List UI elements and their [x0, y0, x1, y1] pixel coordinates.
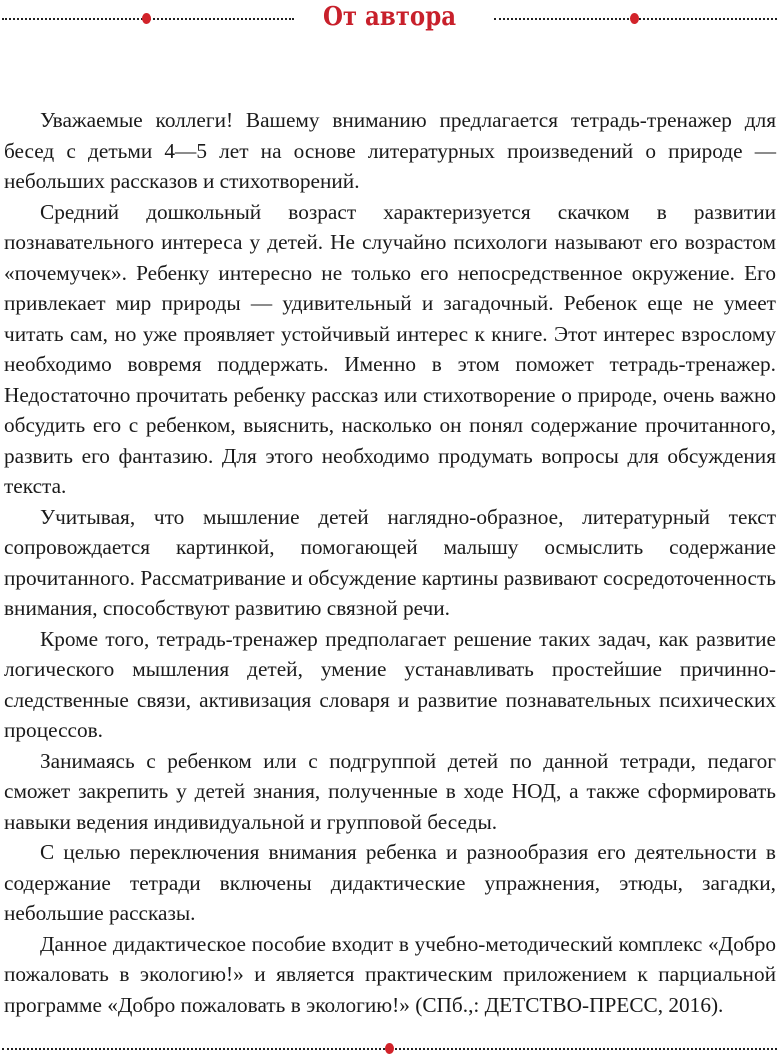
- author-foreword-text: [4, 105, 776, 1020]
- page-header: [0, 0, 779, 40]
- page-footer: [0, 1040, 779, 1056]
- paragraph: Данное дидактическое пособие входит в учебно-методический комплекс «Добро пожаловать в экологию!» и является практическим приложением к парциальной программе «Добро пожаловать в экологию!» (СПб.,: ДЕТСТВО-ПРЕСС, 2016).: [4, 931, 776, 1017]
- paragraph: Уважаемые коллеги! Вашему вниманию предлагается тетрадь-тренажер для бесед с детьми 4—5 лет на основе литературных произведений о природе — небольших рассказов и стихотворений.: [4, 108, 776, 193]
- paragraph: С целью переключения внимания ребенка и разнообразия его деятельности в содержание тетради включены дидактические упражнения, этюды, загадки, небольшие рассказы.: [4, 840, 776, 925]
- header-ornament-dot-right: [630, 13, 639, 24]
- paragraph: Учитывая, что мышление детей наглядно-образное, литературный текст сопровождается картинкой, помогающей малышу осмыслить содержание прочитанного. Рассматривание и обсуждение картины развивают сосредоточенность внимания, способствуют развитию связной речи.: [4, 504, 776, 620]
- footer-ornament-dot: [385, 1043, 394, 1054]
- page-title: От автора: [322, 2, 457, 32]
- paragraph: Занимаясь с ребенком или с подгруппой детей по данной тетради, педагог сможет закрепить у детей знания, полученные в ходе НОД, а также сформировать навыки ведения индивидуальной и групповой беседы.: [4, 748, 776, 834]
- paragraph: Средний дошкольный возраст характеризуется скачком в развитии познавательного интереса у детей. Не случайно психологи называют его возрастом «почемучек». Ребенку интересно не только его непосредственное окружение. Его привлекает мир природы — удивительный и загадочный. Ребенок еще не умеет читать сам, но уже проявляет устойчивый интерес к книге. Этот интерес взрослому необходимо вовремя поддержать. Именно в этом поможет тетрадь-тренажер. Недостаточно прочитать ребенку рассказ или стихотворение о природе, очень важно обсудить его с ребенком, выяснить, насколько он понял содержание прочитанного, развить его фантазию. Для этого необходимо продумать вопросы для обсуждения текста.: [4, 199, 776, 498]
- paragraph: Кроме того, тетрадь-тренажер предполагает решение таких задач, как развитие логического мышления детей, умение устанавливать простейшие причинно-следственные связи, активизация словаря и развитие познавательных психических процессов.: [4, 626, 776, 742]
